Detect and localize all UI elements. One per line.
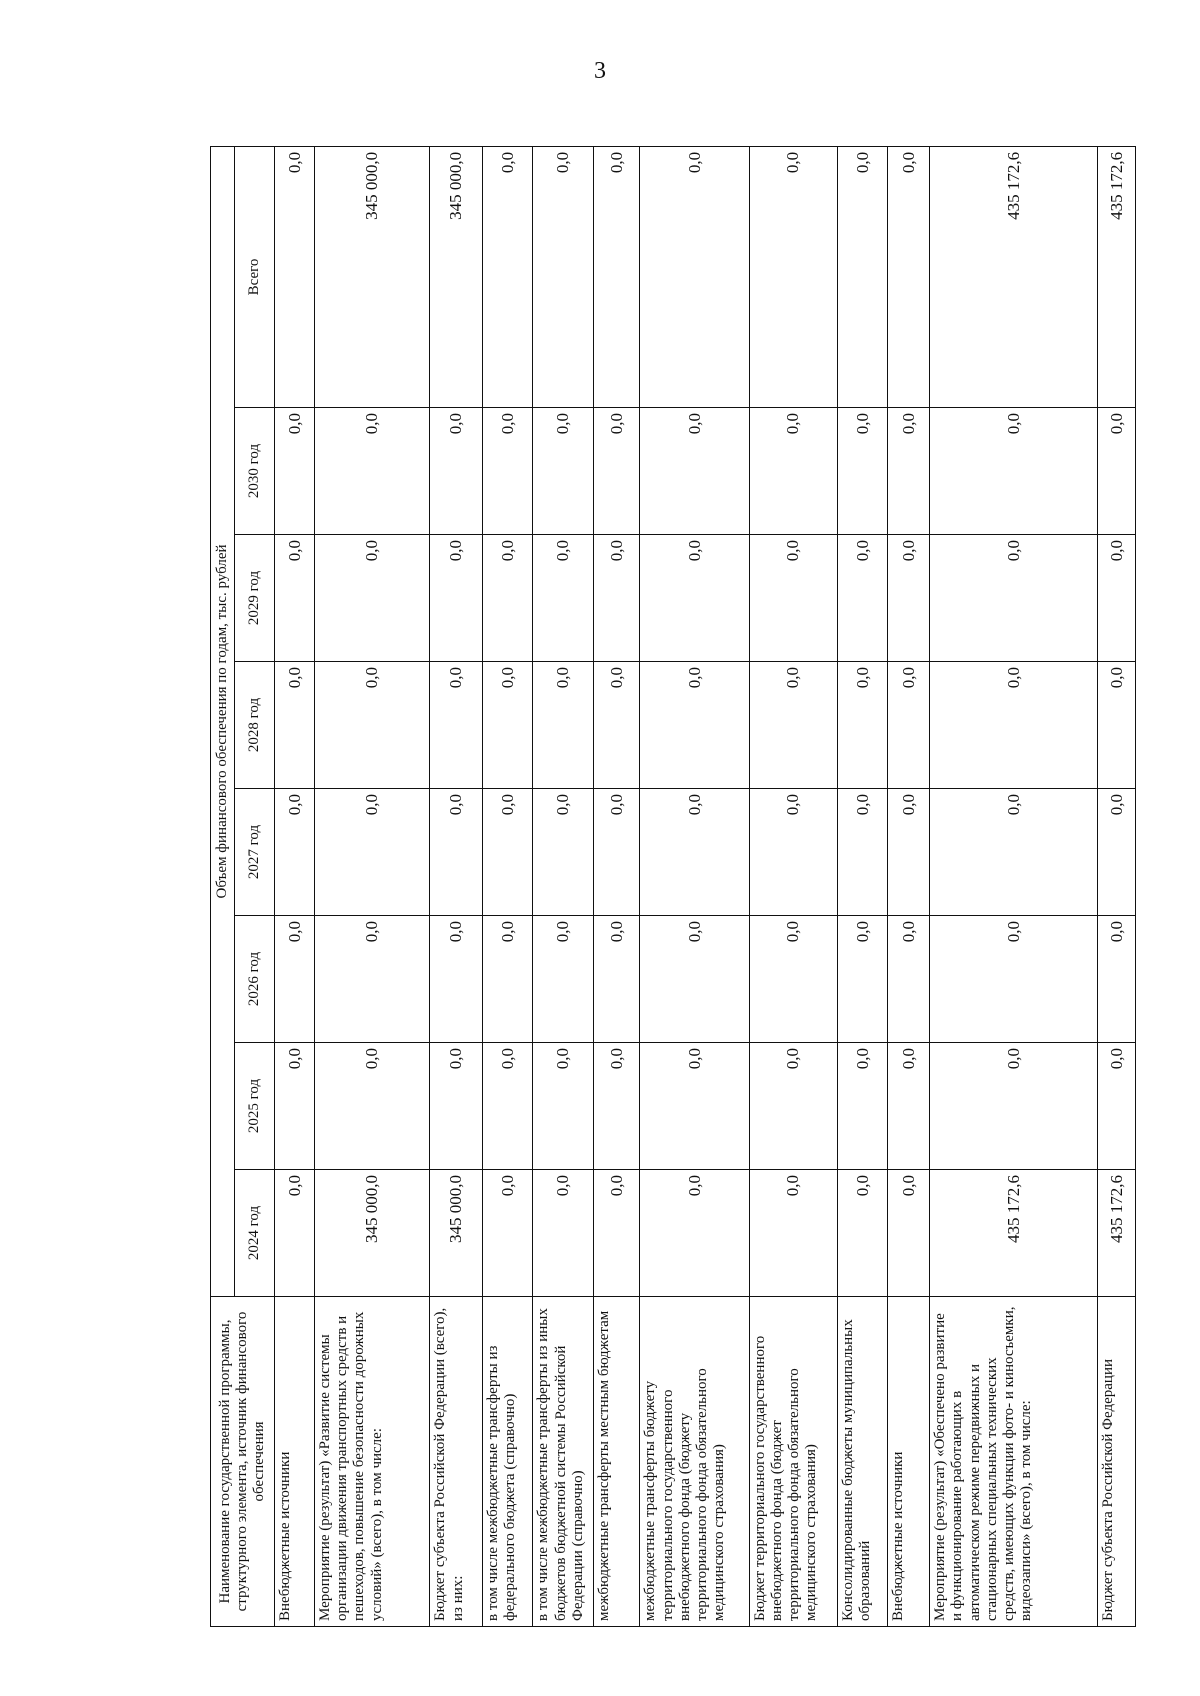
row-value-cell: 0,0 [482,789,532,916]
row-value-cell: 0,0 [1098,662,1136,789]
rotated-table-container [210,147,1136,1627]
row-total-cell: 0,0 [533,146,594,407]
table-row [640,146,749,1626]
row-value-cell: 0,0 [749,789,837,916]
table-row [594,146,640,1626]
row-value-cell: 345 000,0 [314,1170,430,1297]
row-value-cell: 0,0 [749,916,837,1043]
row-value-cell: 435 172,6 [1098,1170,1136,1297]
row-value-cell: 0,0 [930,789,1098,916]
row-value-cell: 0,0 [837,789,887,916]
row-value-cell: 0,0 [314,535,430,662]
row-value-cell: 435 172,6 [930,1170,1098,1297]
row-value-cell: 0,0 [930,916,1098,1043]
page-number: 3 [594,58,606,84]
row-value-cell: 0,0 [594,408,640,535]
row-value-cell: 0,0 [533,535,594,662]
row-value-cell: 0,0 [275,1170,315,1297]
header-year-2026: 2026 год [235,916,275,1043]
header-year-2027: 2027 год [235,789,275,916]
row-value-cell: 0,0 [888,1043,930,1170]
row-value-cell: 0,0 [533,662,594,789]
row-value-cell: 0,0 [430,1043,483,1170]
header-name-column: Наименование государственной программы, структурного элемента, источник финансового обеспечения [211,1297,275,1627]
row-value-cell: 0,0 [888,535,930,662]
row-name-cell: Консолидированные бюджеты муниципальных образований [837,1297,887,1627]
row-value-cell: 0,0 [275,916,315,1043]
row-value-cell: 0,0 [888,1170,930,1297]
row-value-cell: 0,0 [930,408,1098,535]
table-row [430,146,483,1626]
row-value-cell: 0,0 [482,662,532,789]
header-year-2028: 2028 год [235,662,275,789]
row-total-cell: 345 000,0 [314,146,430,407]
row-value-cell: 0,0 [640,789,749,916]
row-value-cell: 345 000,0 [430,1170,483,1297]
row-value-cell: 0,0 [275,408,315,535]
row-name-cell: Внебюджетные источники [275,1297,315,1627]
row-value-cell: 0,0 [888,408,930,535]
row-name-cell: в том числе межбюджетные трансферты из иных бюджетов бюджетной системы Российской Федерации (справочно) [533,1297,594,1627]
row-value-cell: 0,0 [837,1043,887,1170]
row-value-cell: 0,0 [430,789,483,916]
row-value-cell: 0,0 [275,535,315,662]
row-value-cell: 0,0 [888,662,930,789]
row-value-cell: 0,0 [640,535,749,662]
row-value-cell: 0,0 [430,662,483,789]
row-total-cell: 0,0 [640,146,749,407]
row-value-cell: 0,0 [837,535,887,662]
row-value-cell: 0,0 [1098,789,1136,916]
table-row [275,146,315,1626]
table-row [1098,146,1136,1626]
row-value-cell: 0,0 [1098,1043,1136,1170]
row-value-cell: 0,0 [749,662,837,789]
table-row [314,146,430,1626]
row-value-cell: 0,0 [837,662,887,789]
row-total-cell: 0,0 [275,146,315,407]
row-total-cell: 0,0 [888,146,930,407]
row-value-cell: 0,0 [594,535,640,662]
row-value-cell: 0,0 [594,1043,640,1170]
row-value-cell: 0,0 [533,1170,594,1297]
table-row [888,146,930,1626]
table-row [533,146,594,1626]
row-value-cell: 0,0 [314,1043,430,1170]
row-value-cell: 0,0 [1098,408,1136,535]
table-row [930,146,1098,1626]
row-name-cell: Мероприятие (результат) «Обеспечено развитие и функционирование работающих в автоматическом режиме передвижных и стационарных специальных технических средств, имеющих функции фото- и киносъемки, видеозаписи» (всего), в том числе: [930,1297,1098,1627]
row-value-cell: 0,0 [275,1043,315,1170]
row-value-cell: 0,0 [594,789,640,916]
row-value-cell: 0,0 [594,916,640,1043]
row-name-cell: Мероприятие (результат) «Развитие системы организации движения транспортных средств и пешеходов, повышение безопасности дорожных условий» (всего), в том числе: [314,1297,430,1627]
row-value-cell: 0,0 [430,408,483,535]
row-value-cell: 0,0 [749,408,837,535]
header-year-2030: 2030 год [235,408,275,535]
row-value-cell: 0,0 [594,1170,640,1297]
row-value-cell: 0,0 [888,789,930,916]
header-year-2024: 2024 год [235,1170,275,1297]
row-name-cell: Бюджет субъекта Российской Федерации [1098,1297,1136,1627]
row-value-cell: 0,0 [533,916,594,1043]
row-value-cell: 0,0 [314,916,430,1043]
table-row [482,146,532,1626]
header-year-2029: 2029 год [235,535,275,662]
row-value-cell: 0,0 [749,535,837,662]
row-value-cell: 0,0 [640,916,749,1043]
row-name-cell: в том числе межбюджетные трансферты из федерального бюджета (справочно) [482,1297,532,1627]
row-value-cell: 0,0 [482,916,532,1043]
row-total-cell: 435 172,6 [1098,146,1136,407]
row-value-cell: 0,0 [749,1043,837,1170]
row-value-cell: 0,0 [482,535,532,662]
row-value-cell: 0,0 [482,1043,532,1170]
row-value-cell: 0,0 [275,789,315,916]
table-row [749,146,837,1626]
row-value-cell: 0,0 [314,662,430,789]
row-total-cell: 0,0 [482,146,532,407]
header-group-title: Объем финансового обеспечения по годам, тыс. рублей [211,146,235,1296]
row-value-cell: 0,0 [430,916,483,1043]
row-value-cell: 0,0 [837,408,887,535]
row-value-cell: 0,0 [533,1043,594,1170]
row-value-cell: 0,0 [533,789,594,916]
table-header [211,146,275,1626]
row-value-cell: 0,0 [749,1170,837,1297]
row-value-cell: 0,0 [430,535,483,662]
row-value-cell: 0,0 [314,408,430,535]
row-total-cell: 0,0 [749,146,837,407]
row-value-cell: 0,0 [837,916,887,1043]
row-name-cell: межбюджетные трансферты местным бюджетам [594,1297,640,1627]
header-total: Всего [235,146,275,407]
row-name-cell: Внебюджетные источники [888,1297,930,1627]
row-value-cell: 0,0 [888,916,930,1043]
row-name-cell: Бюджет территориального государственного внебюджетного фонда (бюджет территориального фонда обязательного медицинского страхования) [749,1297,837,1627]
row-value-cell: 0,0 [640,408,749,535]
row-value-cell: 0,0 [640,1170,749,1297]
row-value-cell: 0,0 [275,662,315,789]
row-value-cell: 0,0 [594,662,640,789]
financing-table [210,146,1136,1627]
row-value-cell: 0,0 [482,408,532,535]
row-name-cell: Бюджет субъекта Российской Федерации (всего), из них: [430,1297,483,1627]
table-body [275,146,1136,1626]
row-value-cell: 0,0 [837,1170,887,1297]
row-value-cell: 0,0 [482,1170,532,1297]
row-value-cell: 0,0 [533,408,594,535]
row-total-cell: 0,0 [837,146,887,407]
row-value-cell: 0,0 [930,1043,1098,1170]
row-value-cell: 0,0 [1098,916,1136,1043]
row-value-cell: 0,0 [1098,535,1136,662]
row-value-cell: 0,0 [930,662,1098,789]
row-total-cell: 0,0 [594,146,640,407]
row-value-cell: 0,0 [640,662,749,789]
row-total-cell: 345 000,0 [430,146,483,407]
row-value-cell: 0,0 [930,535,1098,662]
row-total-cell: 435 172,6 [930,146,1098,407]
row-value-cell: 0,0 [640,1043,749,1170]
table-row [837,146,887,1626]
row-value-cell: 0,0 [314,789,430,916]
row-name-cell: межбюджетные трансферты бюджету территориального государственного внебюджетного фонда (бюджету территориального фонда обязательного медицинского страхования) [640,1297,749,1627]
header-year-2025: 2025 год [235,1043,275,1170]
